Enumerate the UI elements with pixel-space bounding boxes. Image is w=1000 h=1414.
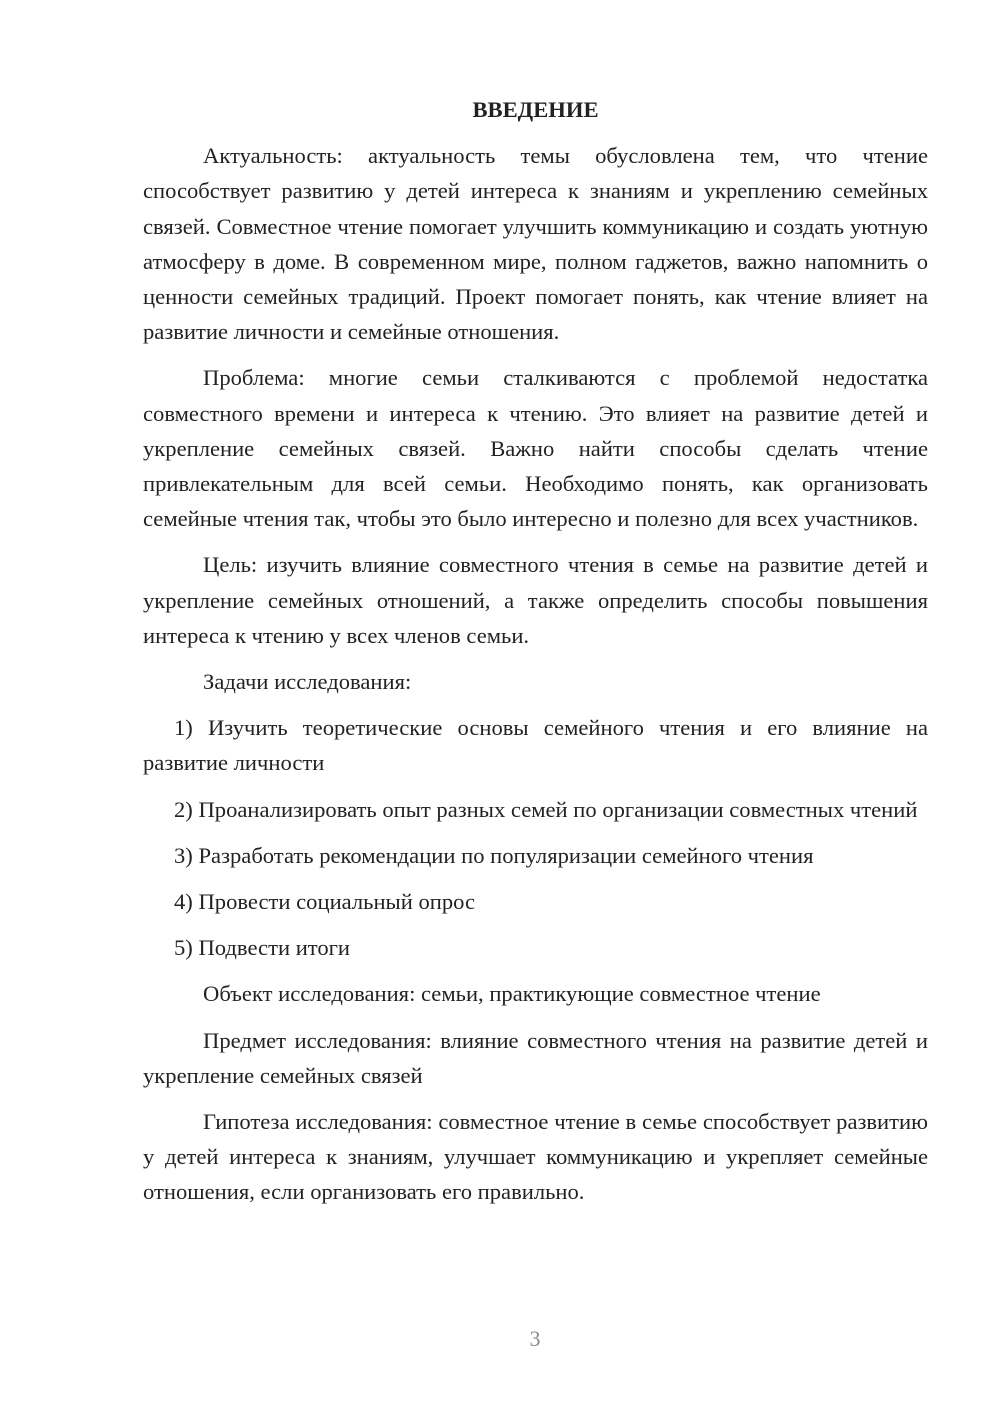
relevance-paragraph: Актуальность: актуальность темы обусловлена тем, что чтение способствует развитию у детей интереса к знаниям и укреплению семейных связей. Совместное чтение помогает улучшить коммуникацию и создать уютную атмосферу в доме. В современном мире, полном гаджетов, важно напомнить о ценности семейных традиций. Проект помогает понять, как чтение влияет на развитие личности и семейные отношения. — [143, 143, 928, 345]
task-item-5: 5) Подвести итоги — [174, 935, 351, 961]
task-item-2: 2) Проанализировать опыт разных семей по организации совместных чтений — [174, 796, 918, 822]
goal-paragraph: Цель: изучить влияние совместного чтения в семье на развитие детей и укрепление семейных отношений, а также определить способы повышения интереса к чтению у всех членов семьи. — [143, 552, 928, 648]
hypothesis-paragraph: Гипотеза исследования: совместное чтение в семье способствует развитию у детей интереса к знаниям, улучшает коммуникацию и укрепляет семейные отношения, если организовать его правильно. — [143, 1109, 928, 1205]
object-paragraph: Объект исследования: семьи, практикующие совместное чтение — [203, 981, 821, 1007]
task-item-1: 1) Изучить теоретические основы семейного чтения и его влияние на развитие личности — [143, 715, 928, 776]
section-title: ВВЕДЕНИЕ — [472, 97, 599, 122]
task-item-4: 4) Провести социальный опрос — [174, 889, 476, 915]
subject-paragraph: Предмет исследования: влияние совместного чтения на развитие детей и укрепление семейных связей — [143, 1027, 928, 1088]
document-page — [143, 92, 928, 1221]
page-number: 3 — [529, 1326, 541, 1351]
problem-paragraph: Проблема: многие семьи сталкиваются с проблемой недостатка совместного времени и интереса к чтению. Это влияет на развитие детей и укрепление семейных связей. Важно найти способы сделать чтение привлекательным для всей семьи. Необходимо понять, как организовать семейные чтения так, чтобы это было интересно и полезно для всех участников. — [143, 365, 928, 532]
task-item-3: 3) Разработать рекомендации по популяризации семейного чтения — [174, 842, 814, 868]
tasks-heading: Задачи исследования: — [203, 669, 412, 695]
